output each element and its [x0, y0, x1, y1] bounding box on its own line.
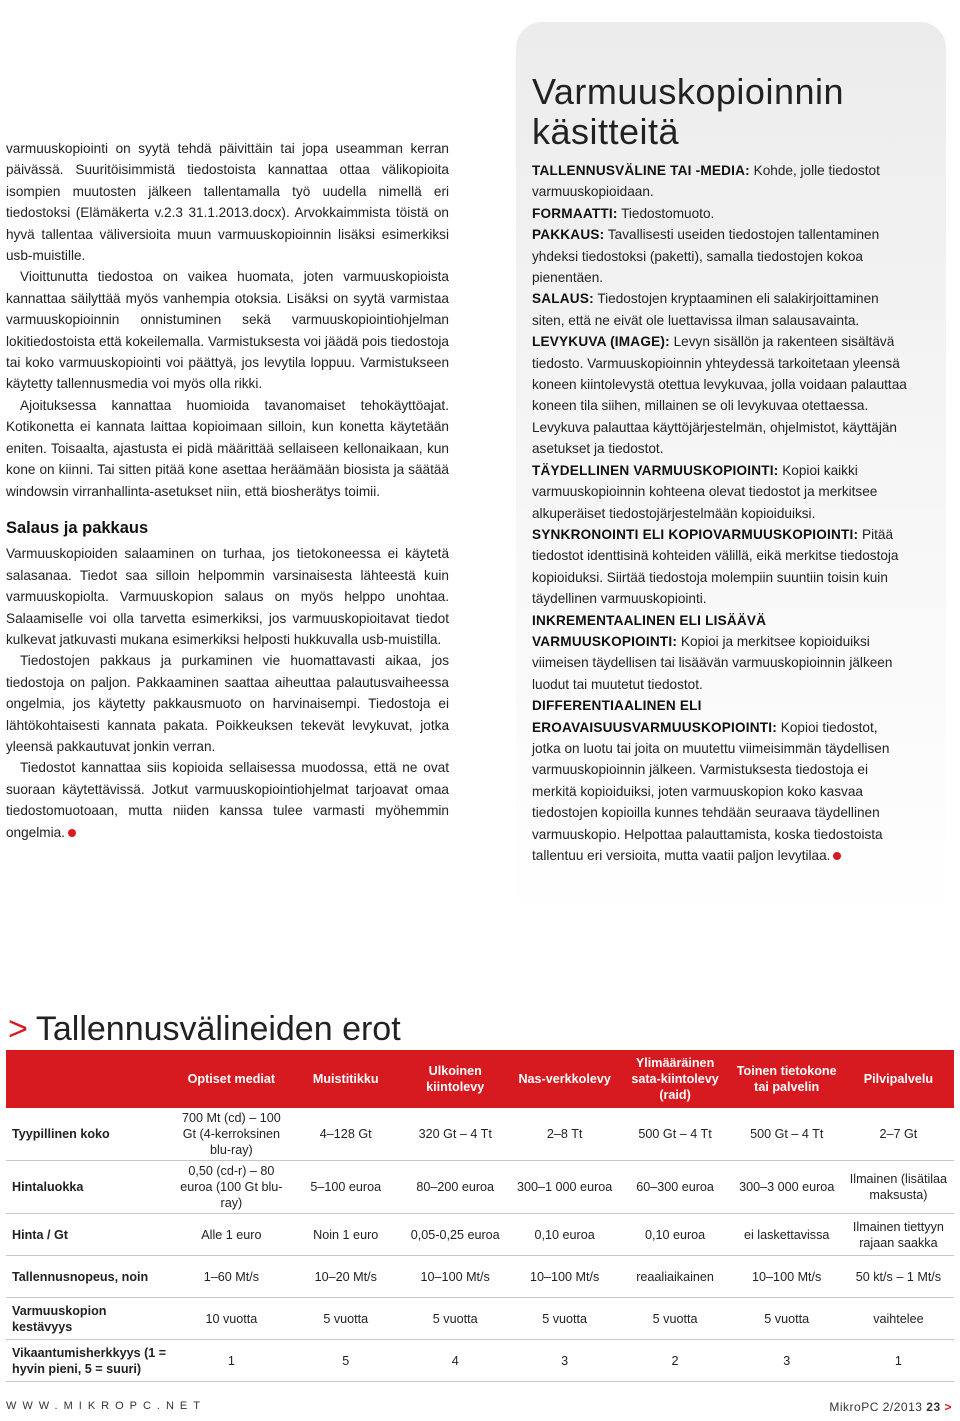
comparison-table [6, 1050, 954, 1382]
glossary-definition: Kohde, jolle tiedostot varmuuskopioidaan. [532, 163, 880, 200]
glossary-definition: Pitää tiedostot identtisinä kohteiden välillä, eikä merkitse tiedostoja kopioiduksi. Siirtää tiedostoja molempiin suuntiin toisin kuin täydellinen varmuuskopiointi. [532, 526, 899, 607]
glossary-term: TÄYDELLINEN VARMUUSKOPIOINTI: [532, 462, 779, 478]
table-cell: 2 [620, 1340, 731, 1382]
table-row [6, 1161, 954, 1214]
table-cell: ei laskettavissa [731, 1214, 843, 1256]
table-cell: Ilmainen (lisätilaa maksusta) [843, 1161, 954, 1214]
footer-issue [829, 1400, 952, 1414]
glossary-sidebar [532, 72, 907, 866]
table-cell: 500 Gt – 4 Tt [731, 1108, 843, 1161]
table-header-row [6, 1050, 954, 1108]
table-cell: 5 vuotta [510, 1298, 620, 1340]
table-header-cell: Toinen tietokone tai palvelin [731, 1050, 843, 1108]
table-cell: vaihtelee [843, 1298, 954, 1340]
table-cell: 5 vuotta [731, 1298, 843, 1340]
glossary-term: FORMAATTI: [532, 205, 618, 221]
row-header-cell: Vikaantumisherkkyys (1 = hyvin pieni, 5 = suuri) [6, 1340, 172, 1382]
glossary-item [532, 288, 907, 331]
table-cell: 10–100 Mt/s [401, 1256, 510, 1298]
table-cell: 10 vuotta [172, 1298, 291, 1340]
table-cell: 300–1 000 euroa [510, 1161, 620, 1214]
table-cell: 2–8 Tt [510, 1108, 620, 1161]
table-row [6, 1298, 954, 1340]
glossary-item [532, 203, 907, 224]
table-cell: reaaliaikainen [620, 1256, 731, 1298]
table-cell: 0,05-0,25 euroa [401, 1214, 510, 1256]
glossary-term: PAKKAUS: [532, 227, 605, 243]
end-mark-icon [68, 829, 76, 837]
glossary-item [532, 331, 907, 459]
table-cell: 5 [291, 1340, 401, 1382]
row-header-cell: Tyypillinen koko [6, 1108, 172, 1161]
table-cell: 2–7 Gt [843, 1108, 954, 1161]
table-cell: 0,50 (cd-r) – 80 euroa (100 Gt blu-ray) [172, 1161, 291, 1214]
glossary-item [532, 460, 907, 524]
glossary-term: SALAUS: [532, 291, 594, 307]
table-header-cell: Optiset mediat [172, 1050, 291, 1108]
next-arrow-icon: > [944, 1400, 952, 1414]
table-cell: 60–300 euroa [620, 1161, 731, 1214]
glossary-item [532, 224, 907, 288]
table-cell: 80–200 euroa [401, 1161, 510, 1214]
table-cell: Noin 1 euro [291, 1214, 401, 1256]
table-cell: 10–20 Mt/s [291, 1256, 401, 1298]
table-header-cell: Pilvipalvelu [843, 1050, 954, 1108]
table-cell: 320 Gt – 4 Tt [401, 1108, 510, 1161]
table-cell: 4 [401, 1340, 510, 1382]
table-row [6, 1256, 954, 1298]
page-number: 23 [926, 1400, 941, 1414]
table-cell: 4–128 Gt [291, 1108, 401, 1161]
glossary-definition: Levyn sisällön ja rakenteen sisältävä tiedosto. Varmuuskopioinnin yhteydessä tarkoitetaan yleensä koneen kiintolevystä otettua levykuvaa, jolla voidaan palauttaa koneen tila siihen, millainen se oli levykuvaa otettaessa. Levykuva palauttaa käyttöjärjestelmän, ohjelmistot, käyttäjän asetukset ja tiedostot. [532, 334, 907, 457]
table-cell: 0,10 euroa [510, 1214, 620, 1256]
paragraph: Varmuuskopioiden salaaminen on turhaa, jos tietokoneessa ei käytetä salasanaa. Tiedot saa silloin helpommin varsinaisesta lähteestä kuin varmuuskopiolta. Varmuuskopion salaus on myös helppo unohtaa. Salaamiselle voi olla tarvetta esimerkiksi, jos varmuuskopioitavat tiedot kulkevat jatkuvasti mukana esimerkiksi helposti hukkuvalla usb-muistilla. [6, 546, 449, 647]
glossary-definition: Tiedostomuoto. [617, 205, 715, 221]
table-cell: 1–60 Mt/s [172, 1256, 291, 1298]
table-cell: 300–3 000 euroa [731, 1161, 843, 1214]
row-header-cell: Varmuuskopion kestävyys [6, 1298, 172, 1340]
table-body [6, 1108, 954, 1382]
section-heading: Salaus ja pakkaus [6, 518, 149, 537]
table-cell: 3 [731, 1340, 843, 1382]
end-mark-icon [833, 852, 841, 860]
table-header-cell: Nas-verkkolevy [510, 1050, 620, 1108]
row-header-cell: Hintaluokka [6, 1161, 172, 1214]
table-header-cell: Ulkoinen kiintolevy [401, 1050, 510, 1108]
sidebar-title: Varmuuskopioinnin käsitteitä [532, 71, 845, 152]
paragraph: Vioittunutta tiedostoa on vaikea huomata, joten varmuuskopioista kannattaa säilyttää myös vanhempia otoksia. Lisäksi on syytä varmistaa varmuuskopioinnin onnistuminen sekä varmuuskopiointiohjelman lokitiedostoista että kokeilemalla. Varmistuksesta voi jäädä pois tiedostoja tai koko varmuuskopiointi voi päättyä, jos levytila loppuu. Varmistukseen käytetty tallennusmedia voi myös olla rikki. [6, 269, 449, 392]
footer-site: WWW.MIKROPC.NET [6, 1400, 206, 1412]
glossary-term: SYNKRONOINTI ELI KOPIOVARMUUSKOPIOINTI: [532, 526, 859, 542]
glossary-definition: Tiedostojen kryptaaminen eli salakirjoittaminen siten, että ne eivät ole luettavissa ilman salausavainta. [532, 291, 879, 328]
glossary-definition: Kopioi ja merkitsee kopioiduiksi viimeisen täydellisen tai lisäävän varmuuskopioinnin jälkeen luodut tai muutetut tiedostot. [532, 633, 893, 692]
table-cell: 1 [843, 1340, 954, 1382]
table-cell: Alle 1 euro [172, 1214, 291, 1256]
table-row [6, 1108, 954, 1161]
table-title-text: Tallennusvälineiden erot [35, 1010, 401, 1048]
row-header-cell: Hinta / Gt [6, 1214, 172, 1256]
issue-label: MikroPC 2/2013 [829, 1400, 923, 1414]
table-cell: 500 Gt – 4 Tt [620, 1108, 731, 1161]
table-title [8, 1010, 401, 1049]
table-row [6, 1340, 954, 1382]
table-cell: 1 [172, 1340, 291, 1382]
table-cell: 5 vuotta [291, 1298, 401, 1340]
glossary-list [532, 160, 907, 866]
row-header-cell: Tallennusnopeus, noin [6, 1256, 172, 1298]
glossary-item [532, 160, 907, 203]
glossary-term: INKREMENTAALINEN ELI LISÄÄVÄ VARMUUSKOPIOINTI: [532, 612, 767, 649]
table-cell: 10–100 Mt/s [510, 1256, 620, 1298]
paragraph-end [6, 757, 449, 843]
paragraph: varmuuskopiointi on syytä tehdä päivittäin tai jopa useamman kerran päivässä. Suuritöisimmistä tiedostoista kannattaa ottaa välikopioita isompien muutosten jälkeen tallentamalla työ uudella nimellä eri tiedostoksi (Elämäkerta v.2.3 31.1.2013.docx). Arvokkaimmista töistä on hyvä tallentaa väliversioita muun varmuuskopioinnin lisäksi esimerkiksi usb-muistille. [6, 141, 449, 264]
paragraph-text: Tiedostot kannattaa siis kopioida sellaisessa muodossa, että ne ovat suoraan käytettävissä. Jotkut varmuuskopiointiohjelmat tarjoavat omaa tiedostomuotoaan, mutta niiden kanssa tulee varmasti myöhemmin ongelmia. [6, 760, 449, 840]
glossary-term: TALLENNUSVÄLINE TAI -MEDIA: [532, 163, 750, 178]
table-cell: 0,10 euroa [620, 1214, 731, 1256]
table-cell: 10–100 Mt/s [731, 1256, 843, 1298]
glossary-item [532, 610, 907, 696]
paragraph: Ajoituksessa kannattaa huomioida tavanomaiset tehokäyttöajat. Kotikonetta ei kannata laittaa kopioimaan silloin, kun konetta käytetään eniten. Toisaalta, ajastusta ei pidä määrittää sellaiseen kellonaikaan, kun kone on kiinni. Tai sitten pitää kone asettaa heräämään biosista ja säätää windowsin virranhallinta-asetukset niin, että biosherätys toimii. [6, 397, 449, 499]
arrow-icon: > [8, 1010, 28, 1048]
table-header-cell: Ylimääräinen sata-kiintolevy (raid) [620, 1050, 731, 1108]
glossary-definition: Kopioi kaikki varmuuskopioinnin kohteena olevat tiedostot ja merkitsee alkuperäiset tiedostojärjestelmään kopioiduiksi. [532, 462, 878, 521]
glossary-definition: Tavallisesti useiden tiedostojen tallentaminen yhdeksi tiedostoksi (paketti), samalla tiedostojen kokoa pienentäen. [532, 227, 880, 286]
paragraph: Tiedostojen pakkaus ja purkaminen vie huomattavasti aikaa, jos tiedostoja on paljon. Pakkaaminen saattaa aiheuttaa palautusvaiheessa ongelmia, jos käytetty pakkausmuoto on harvinaisempi. Tiedostoja ei lähtökohtaisesti kannata pakata. Poikkeuksen tekevät levykuvat, jotka yleensä pakkautuvat jonkin verran. [6, 653, 449, 754]
table-cell: 5 vuotta [401, 1298, 510, 1340]
table-cell: 50 kt/s – 1 Mt/s [843, 1256, 954, 1298]
glossary-item [532, 524, 907, 610]
table-cell: 700 Mt (cd) – 100 Gt (4-kerroksinen blu-ray) [172, 1108, 291, 1161]
article-left-column [6, 138, 449, 843]
table-header-cell: Muistitikku [291, 1050, 401, 1108]
table-header-cell [6, 1050, 172, 1108]
glossary-item [532, 695, 907, 866]
table-cell: Ilmainen tiettyyn rajaan saakka [843, 1214, 954, 1256]
glossary-definition: Kopioi tiedostot, jotka on luotu tai joita on muutettu viimeisimmän täydellisen varmuuskopioinnin jälkeen. Varmistuksesta tiedostoja ei merkitä kopioiduiksi, joten varmuuskopion koko kasvaa tiedostojen kopioilla kunnes tehdään seuraava täydellinen varmuuskopio. Helpottaa palauttamista, koska tiedostoista tallentuu eri versioita, mutta vaatii paljon levytilaa. [532, 719, 890, 863]
glossary-term: LEVYKUVA (IMAGE): [532, 334, 670, 350]
table-row [6, 1214, 954, 1256]
glossary-term: DIFFERENTIAALINEN ELI EROAVAISUUSVARMUUSKOPIOINTI: [532, 698, 778, 735]
table-cell: 5 vuotta [620, 1298, 731, 1340]
table-cell: 3 [510, 1340, 620, 1382]
table-cell: 5–100 euroa [291, 1161, 401, 1214]
